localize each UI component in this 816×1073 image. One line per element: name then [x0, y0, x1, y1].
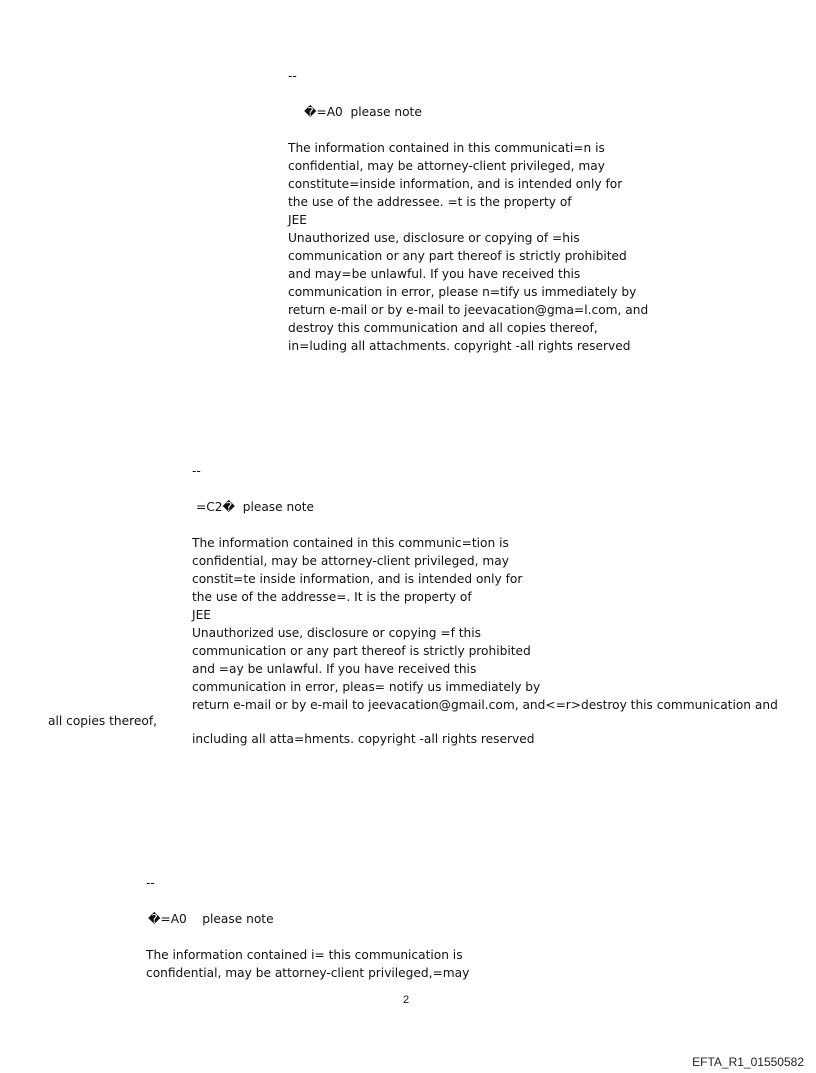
- text-line: The information contained i= this communication is: [146, 948, 463, 962]
- text-line: and =ay be unlawful. If you have received this: [192, 662, 477, 676]
- separator-dash: --: [288, 69, 297, 83]
- text-line: the use of the addresse=. It is the property of: [192, 590, 472, 604]
- text-line: destroy this communication and all copies thereof,: [288, 321, 598, 335]
- text-line: return e-mail or by e-mail to jeevacation@gmail.com, and<=r>destroy this communication and: [192, 698, 778, 712]
- text-line: constit=te inside information, and is intended only for: [192, 572, 523, 586]
- note-heading: �=A0 please note: [148, 912, 274, 926]
- text-line: confidential, may be attorney-client privileged,=may: [146, 966, 470, 980]
- text-line: Unauthorized use, disclosure or copying of =his: [288, 231, 580, 245]
- disclaimer-paragraph: [192, 534, 778, 714]
- text-line: Unauthorized use, disclosure or copying =f this: [192, 626, 482, 640]
- text-line: communication in error, please n=tify us immediately by: [288, 285, 637, 299]
- text-line: confidential, may be attorney-client privileged, may: [288, 159, 605, 173]
- separator-dash: --: [192, 464, 201, 478]
- text-line: JEE: [288, 213, 307, 227]
- text-line: and may=be unlawful. If you have received this: [288, 267, 581, 281]
- separator-dash: --: [146, 876, 155, 890]
- document-id-footer: EFTA_R1_01550582: [692, 1055, 804, 1069]
- note-heading: =C2� please note: [196, 500, 314, 514]
- page-number: 2: [403, 994, 410, 1006]
- text-line: communication in error, pleas= notify us immediately by: [192, 680, 541, 694]
- text-line: communication or any part thereof is strictly prohibited: [192, 644, 531, 658]
- wrapped-text-line: all copies thereof,: [48, 714, 157, 728]
- text-line: return e-mail or by e-mail to jeevacation@gma=l.com, and: [288, 303, 649, 317]
- note-heading: �=A0 please note: [304, 105, 422, 119]
- text-line: in=luding all attachments. copyright -all rights reserved: [288, 339, 631, 353]
- text-line: The information contained in this communic=tion is: [192, 536, 509, 550]
- text-line: including all atta=hments. copyright -all rights reserved: [192, 732, 535, 746]
- text-line: the use of the addressee. =t is the property of: [288, 195, 572, 209]
- text-line: constitute=inside information, and is intended only for: [288, 177, 623, 191]
- text-line: confidential, may be attorney-client privileged, may: [192, 554, 509, 568]
- disclaimer-paragraph: [288, 139, 648, 355]
- text-line: The information contained in this communicati=n is: [288, 141, 605, 155]
- disclaimer-paragraph: [146, 946, 469, 982]
- text-line: communication or any part thereof is strictly prohibited: [288, 249, 627, 263]
- text-line: JEE: [192, 608, 211, 622]
